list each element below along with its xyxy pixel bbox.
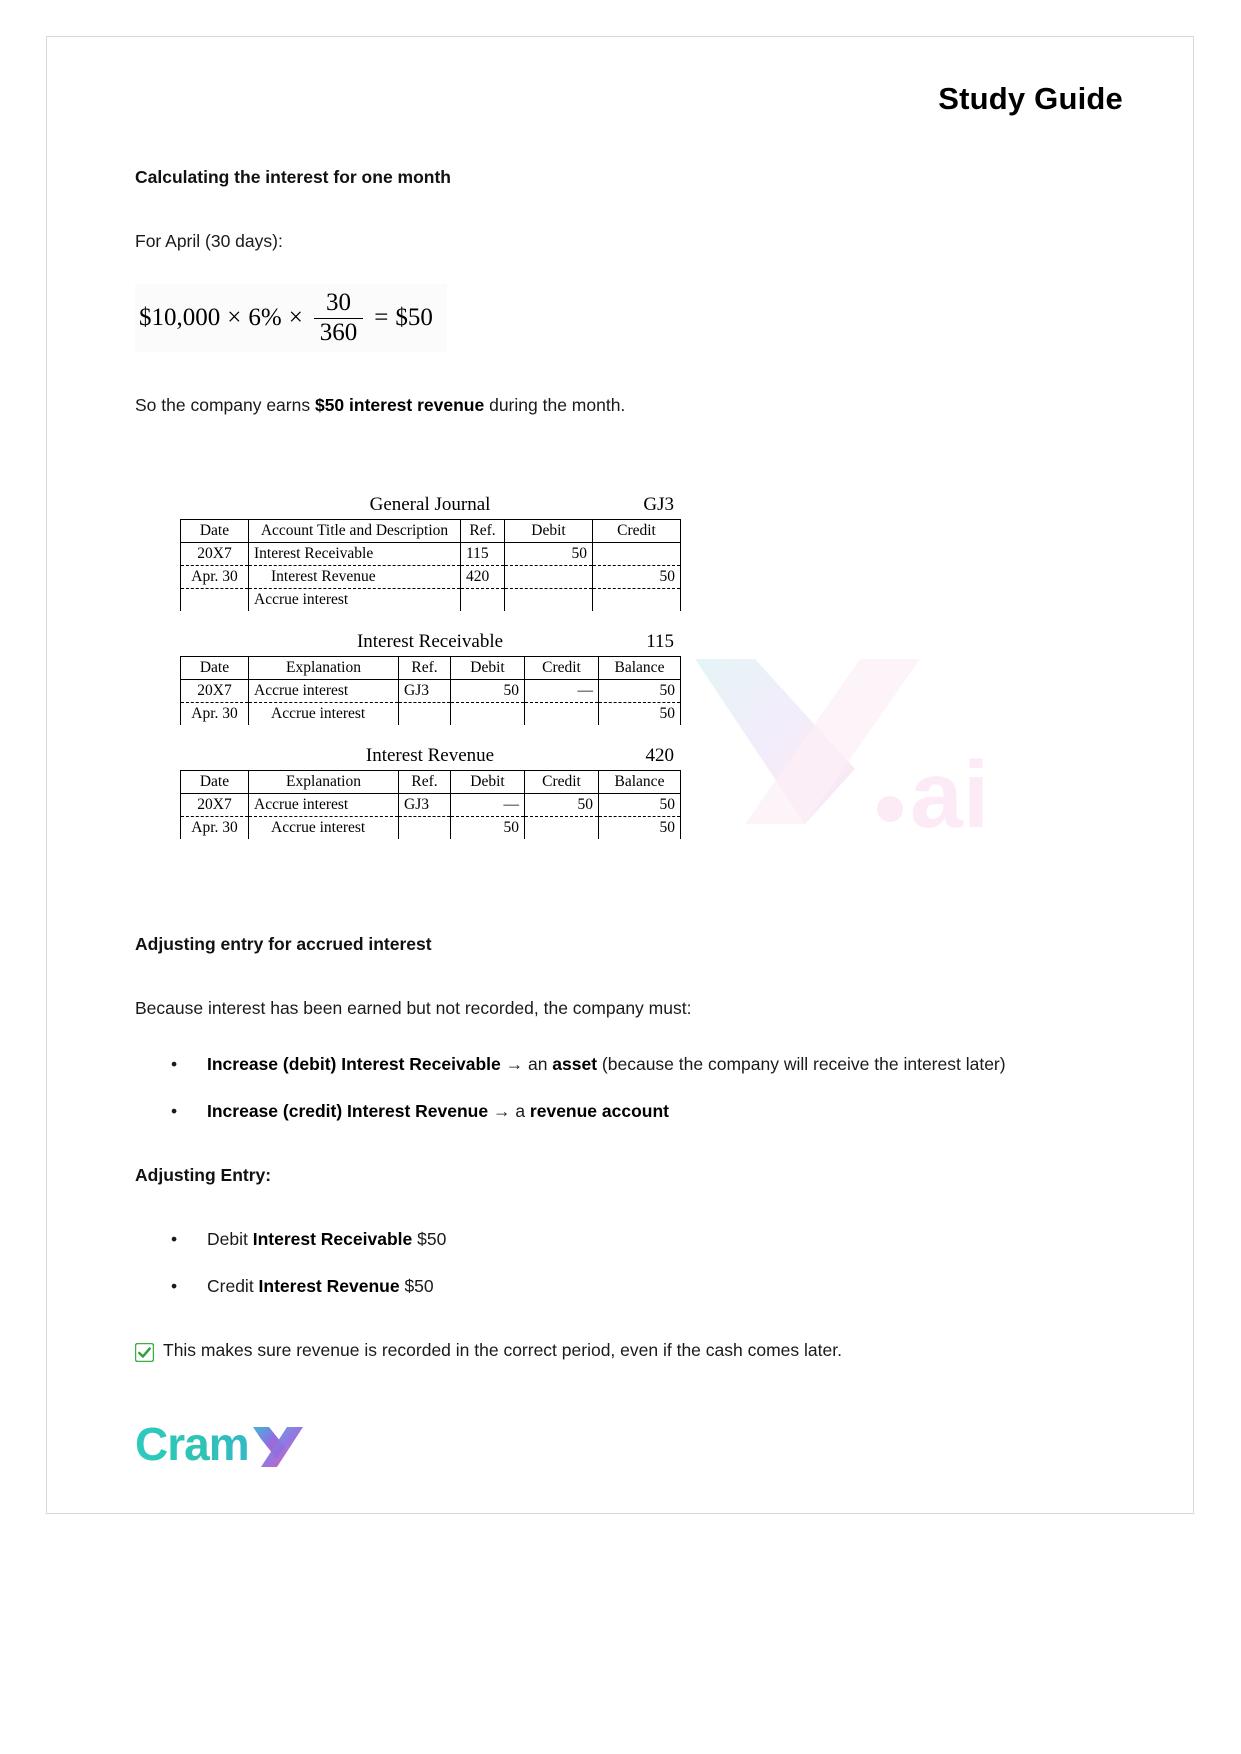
interest-revenue-table <box>180 770 681 839</box>
cell-desc: Accrue interest <box>249 679 399 702</box>
svg-text:Cram: Cram <box>135 1419 249 1470</box>
formula-times-1: × <box>227 304 242 332</box>
formula-principal: $10,000 <box>139 304 221 332</box>
cell-ref: GJ3 <box>399 793 451 816</box>
col-date: Date <box>181 656 249 679</box>
cell-debit <box>505 565 593 588</box>
cell-credit <box>525 816 599 839</box>
bullet-part: Interest Revenue <box>258 1276 400 1297</box>
intro-for-april: For April (30 days): <box>135 231 283 251</box>
section-heading-calculating-interest: Calculating the interest for one month <box>135 167 451 187</box>
cell-date: 20X7 <box>181 793 249 816</box>
cell-ref <box>399 816 451 839</box>
bullet-part: → a <box>488 1100 530 1121</box>
general-journal-code: GJ3 <box>643 493 674 515</box>
cell-desc: Interest Revenue <box>249 565 461 588</box>
col-debit: Debit <box>451 770 525 793</box>
general-journal-title: General Journal <box>369 493 491 515</box>
cell-credit: 50 <box>525 793 599 816</box>
cell-credit <box>593 542 681 565</box>
list-item <box>171 1098 1065 1125</box>
general-journal-header <box>180 494 680 516</box>
col-ref: Ref. <box>399 770 451 793</box>
cell-ref <box>461 588 505 611</box>
col-debit: Debit <box>451 656 525 679</box>
col-balance: Balance <box>599 770 681 793</box>
formula-rate: 6% <box>248 304 282 332</box>
list-item <box>171 1051 1065 1078</box>
list-item <box>171 1273 1065 1300</box>
bullet-part: Debit <box>207 1229 253 1250</box>
col-credit: Credit <box>525 770 599 793</box>
table-row <box>181 542 681 565</box>
list-item <box>171 1226 1065 1253</box>
callout-note <box>135 1340 1065 1362</box>
page-title: Study Guide <box>938 81 1123 116</box>
cell-balance: 50 <box>599 816 681 839</box>
bullet-marker: • <box>171 1276 178 1297</box>
cell-desc: Accrue interest <box>249 793 399 816</box>
cell-balance: 50 <box>599 793 681 816</box>
cell-ref: 420 <box>461 565 505 588</box>
document-content <box>135 167 1065 1362</box>
col-credit: Credit <box>525 656 599 679</box>
col-ref: Ref. <box>461 519 505 542</box>
conclusion-bold: $50 interest revenue <box>314 395 485 416</box>
check-mark-icon <box>135 1343 154 1362</box>
cell-debit <box>505 588 593 611</box>
cell-debit <box>451 702 525 725</box>
accounting-figure <box>180 493 990 848</box>
bullet-part: (because the company will receive the interest later) <box>597 1053 1006 1074</box>
adjusting-entry-bullet-list <box>135 1226 1065 1300</box>
table-row <box>181 588 681 611</box>
cell-desc: Accrue interest <box>249 588 461 611</box>
conclusion-post: during the month. <box>484 395 626 416</box>
bullet-part: asset <box>552 1053 598 1074</box>
interest-receivable-block <box>180 631 680 725</box>
interest-receivable-code: 115 <box>646 630 674 652</box>
cell-date <box>181 588 249 611</box>
bullet-marker: • <box>171 1229 178 1250</box>
section-heading-adjusting-entry: Adjusting Entry: <box>135 1165 272 1186</box>
interest-receivable-table <box>180 656 681 725</box>
cell-debit: — <box>451 793 525 816</box>
cell-credit <box>525 702 599 725</box>
cramx-logo <box>135 1419 385 1471</box>
bullet-part: Interest Receivable <box>252 1229 413 1250</box>
table-row <box>181 816 681 839</box>
conclusion-pre: So the company earns <box>135 395 315 416</box>
col-account-title: Account Title and Description <box>249 519 461 542</box>
bullet-part: Increase (credit) Interest Revenue <box>207 1100 489 1121</box>
bullet-part: Increase (debit) Interest Receivable <box>207 1053 501 1074</box>
interest-revenue-header <box>180 745 680 767</box>
table-header-row <box>181 656 681 679</box>
cell-ref: GJ3 <box>399 679 451 702</box>
interest-receivable-title: Interest Receivable <box>356 630 504 652</box>
cell-debit: 50 <box>451 679 525 702</box>
cell-credit: 50 <box>593 565 681 588</box>
cell-balance: 50 <box>599 679 681 702</box>
table-row <box>181 702 681 725</box>
cell-date: Apr. 30 <box>181 565 249 588</box>
cell-date: Apr. 30 <box>181 702 249 725</box>
cell-credit: — <box>525 679 599 702</box>
cramx-logo-mark <box>135 1419 385 1471</box>
cell-date: Apr. 30 <box>181 816 249 839</box>
bullet-part: $50 <box>399 1276 434 1297</box>
cell-ref: 115 <box>461 542 505 565</box>
formula-fraction <box>314 290 364 346</box>
adjusting-bullet-list <box>135 1051 1065 1125</box>
cell-date: 20X7 <box>181 542 249 565</box>
formula-numerator: 30 <box>326 289 352 317</box>
formula-equals: = <box>374 304 389 332</box>
col-explanation: Explanation <box>249 770 399 793</box>
formula-times-2: × <box>288 304 303 332</box>
interest-formula <box>135 284 447 352</box>
bullet-part: → an <box>500 1053 553 1074</box>
cell-desc: Accrue interest <box>249 816 399 839</box>
col-date: Date <box>181 519 249 542</box>
interest-revenue-block <box>180 745 680 839</box>
col-balance: Balance <box>599 656 681 679</box>
col-ref: Ref. <box>399 656 451 679</box>
cell-debit: 50 <box>505 542 593 565</box>
formula-denominator: 360 <box>319 319 358 347</box>
cell-desc: Accrue interest <box>249 702 399 725</box>
watermark-logo <box>685 649 1025 889</box>
bullet-part: revenue account <box>529 1100 669 1121</box>
bullet-part: Credit <box>207 1276 259 1297</box>
table-header-row <box>181 519 681 542</box>
cell-balance: 50 <box>599 702 681 725</box>
cell-debit: 50 <box>451 816 525 839</box>
general-journal-table <box>180 519 681 611</box>
bullet-marker: • <box>171 1053 178 1074</box>
col-date: Date <box>181 770 249 793</box>
table-row <box>181 793 681 816</box>
document-sheet <box>46 36 1194 1514</box>
table-row <box>181 679 681 702</box>
cell-desc: Interest Receivable <box>249 542 461 565</box>
svg-text:ai: ai <box>910 741 990 848</box>
table-header-row <box>181 770 681 793</box>
cell-credit <box>593 588 681 611</box>
col-explanation: Explanation <box>249 656 399 679</box>
bullet-marker: • <box>171 1100 178 1121</box>
adjusting-intro: Because interest has been earned but not recorded, the company must: <box>135 997 692 1018</box>
general-journal-block <box>180 494 680 611</box>
formula-result: $50 <box>395 304 433 332</box>
bullet-part: $50 <box>412 1229 447 1250</box>
section-heading-adjusting-entry-accrued: Adjusting entry for accrued interest <box>135 933 432 954</box>
table-row <box>181 565 681 588</box>
cell-ref <box>399 702 451 725</box>
interest-revenue-code: 420 <box>645 744 674 766</box>
cell-date: 20X7 <box>181 679 249 702</box>
interest-receivable-header <box>180 631 680 653</box>
interest-revenue-title: Interest Revenue <box>365 744 495 766</box>
conclusion-paragraph <box>135 392 1065 418</box>
col-credit: Credit <box>593 519 681 542</box>
callout-text: This makes sure revenue is recorded in the correct period, even if the cash comes later. <box>163 1340 842 1361</box>
col-debit: Debit <box>505 519 593 542</box>
